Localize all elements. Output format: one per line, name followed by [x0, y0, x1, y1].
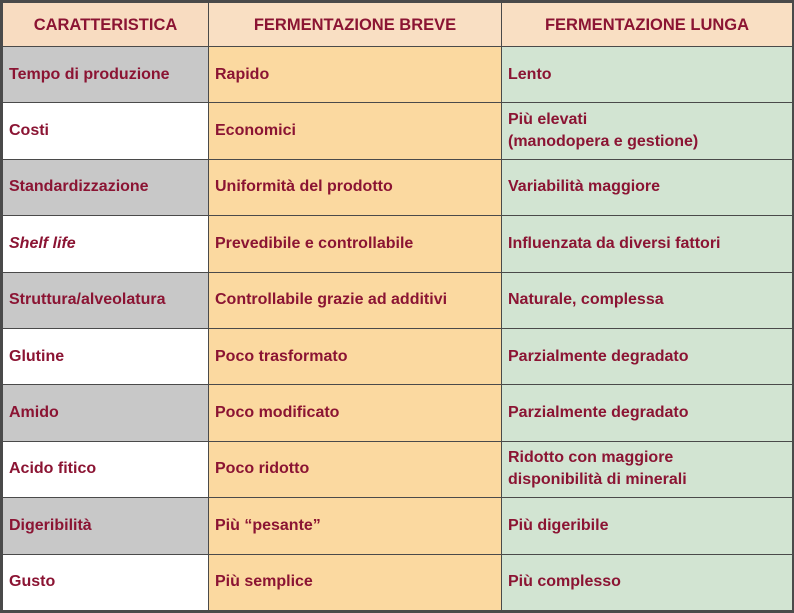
short-fermentation-cell: Poco modificato	[209, 385, 502, 441]
feature-cell: Struttura/alveolatura	[3, 272, 209, 328]
long-fermentation-cell: Parzialmente degradato	[502, 385, 793, 441]
short-fermentation-cell: Uniformità del prodotto	[209, 159, 502, 215]
feature-cell: Amido	[3, 385, 209, 441]
table-row	[3, 159, 793, 215]
short-fermentation-cell: Più “pesante”	[209, 498, 502, 554]
table-row	[3, 103, 793, 159]
short-fermentation-cell: Prevedibile e controllabile	[209, 216, 502, 272]
header-feature: CARATTERISTICA	[3, 3, 209, 47]
short-fermentation-cell: Più semplice	[209, 554, 502, 610]
short-fermentation-cell: Poco trasformato	[209, 328, 502, 384]
short-fermentation-cell: Controllabile grazie ad additivi	[209, 272, 502, 328]
long-fermentation-cell: Più digeribile	[502, 498, 793, 554]
comparison-table	[2, 2, 793, 611]
table-row	[3, 554, 793, 610]
table-row	[3, 328, 793, 384]
table-row	[3, 441, 793, 497]
header-long-fermentation: FERMENTAZIONE LUNGA	[502, 3, 793, 47]
feature-cell: Glutine	[3, 328, 209, 384]
header-row	[3, 3, 793, 47]
long-fermentation-cell: Naturale, complessa	[502, 272, 793, 328]
long-fermentation-cell: Più elevati (manodopera e gestione)	[502, 103, 793, 159]
feature-cell: Standardizzazione	[3, 159, 209, 215]
long-fermentation-cell: Più complesso	[502, 554, 793, 610]
feature-cell: Shelf life	[3, 216, 209, 272]
long-fermentation-cell: Parzialmente degradato	[502, 328, 793, 384]
long-fermentation-cell: Variabilità maggiore	[502, 159, 793, 215]
header-short-fermentation: FERMENTAZIONE BREVE	[209, 3, 502, 47]
feature-cell: Digeribilità	[3, 498, 209, 554]
table-row	[3, 216, 793, 272]
table-row	[3, 47, 793, 103]
feature-cell: Costi	[3, 103, 209, 159]
feature-cell: Tempo di produzione	[3, 47, 209, 103]
long-fermentation-cell: Influenzata da diversi fattori	[502, 216, 793, 272]
table-row	[3, 498, 793, 554]
table-row	[3, 385, 793, 441]
short-fermentation-cell: Rapido	[209, 47, 502, 103]
table-row	[3, 272, 793, 328]
long-fermentation-cell: Ridotto con maggiore disponibilità di minerali	[502, 441, 793, 497]
short-fermentation-cell: Economici	[209, 103, 502, 159]
feature-cell: Gusto	[3, 554, 209, 610]
feature-cell: Acido fitico	[3, 441, 209, 497]
short-fermentation-cell: Poco ridotto	[209, 441, 502, 497]
long-fermentation-cell: Lento	[502, 47, 793, 103]
